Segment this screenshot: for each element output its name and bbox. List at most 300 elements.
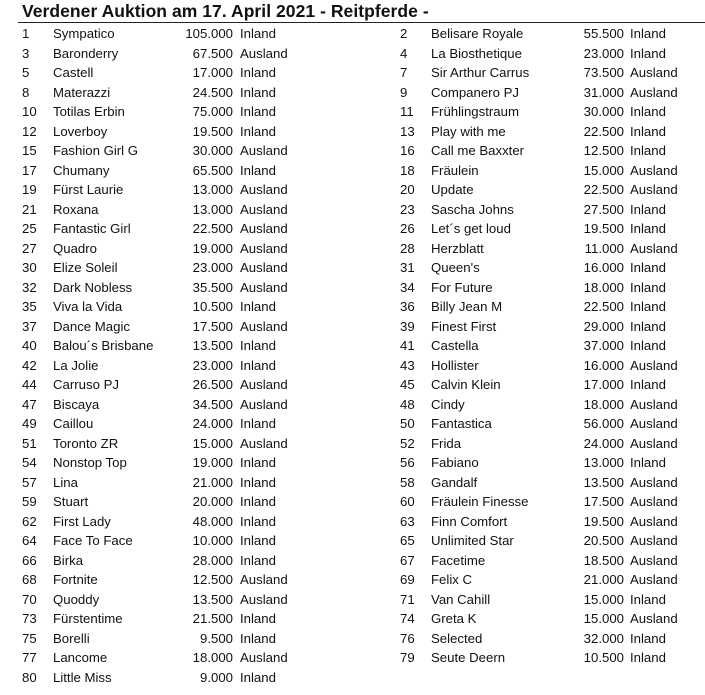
horse-name: Fürst Laurie xyxy=(53,182,124,197)
list-item xyxy=(378,648,705,668)
buyer-origin: Ausland xyxy=(630,65,678,80)
list-item xyxy=(378,629,705,649)
buyer-origin: Ausland xyxy=(630,182,678,197)
buyer-origin: Ausland xyxy=(240,279,288,295)
sale-price: 20.500 xyxy=(583,533,624,548)
list-item xyxy=(0,180,330,200)
horse-name: Sascha Johns xyxy=(431,201,514,217)
sale-price: 15.000 xyxy=(583,162,624,178)
list-item xyxy=(0,590,330,610)
lot-number: 75 xyxy=(22,630,37,646)
horse-name: Fürstentime xyxy=(53,611,123,626)
sale-price: 13.500 xyxy=(192,338,233,353)
sale-price: 22.500 xyxy=(583,123,624,139)
buyer-origin: Inland xyxy=(240,162,276,178)
lot-number: 71 xyxy=(400,591,415,607)
lot-number: 17 xyxy=(22,162,37,178)
list-item xyxy=(0,44,330,64)
buyer-origin: Ausland xyxy=(240,240,288,256)
list-item xyxy=(0,122,330,142)
horse-name: Companero PJ xyxy=(431,84,519,100)
buyer-origin: Ausland xyxy=(630,84,678,100)
lot-number: 68 xyxy=(22,572,37,587)
sale-price: 12.500 xyxy=(583,143,624,158)
sale-price: 24.500 xyxy=(192,84,233,100)
buyer-origin: Ausland xyxy=(630,572,678,587)
horse-name: Totilas Erbin xyxy=(53,104,125,119)
horse-name: Baronderry xyxy=(53,45,119,61)
lot-number: 69 xyxy=(400,572,415,587)
lot-number: 13 xyxy=(400,123,415,139)
sale-price: 21.000 xyxy=(583,572,624,587)
sale-price: 13.500 xyxy=(192,591,233,607)
sale-price: 12.500 xyxy=(192,572,233,587)
sale-price: 24.000 xyxy=(583,435,624,451)
sale-price: 105.000 xyxy=(185,26,233,41)
horse-name: Fantastic Girl xyxy=(53,221,131,236)
sale-price: 19.500 xyxy=(583,513,624,529)
horse-name: Call me Baxxter xyxy=(431,143,525,158)
buyer-origin: Ausland xyxy=(630,513,678,529)
list-item xyxy=(0,63,330,83)
lot-number: 5 xyxy=(22,65,30,80)
sale-price: 30.000 xyxy=(192,143,233,158)
lot-number: 26 xyxy=(400,221,415,236)
buyer-origin: Inland xyxy=(630,26,666,41)
horse-name: Selected xyxy=(431,630,483,646)
horse-name: Lancome xyxy=(53,650,108,665)
sale-price: 30.000 xyxy=(583,104,624,119)
sale-price: 16.000 xyxy=(583,357,624,373)
list-item xyxy=(0,512,330,532)
lot-number: 79 xyxy=(400,650,415,665)
buyer-origin: Inland xyxy=(630,591,666,607)
lot-number: 40 xyxy=(22,338,37,353)
buyer-origin: Ausland xyxy=(240,45,288,61)
lot-number: 58 xyxy=(400,474,415,490)
lot-number: 18 xyxy=(400,162,415,178)
list-item xyxy=(0,414,330,434)
lot-number: 45 xyxy=(400,377,415,392)
sale-price: 48.000 xyxy=(192,513,233,529)
sale-price: 67.500 xyxy=(192,45,233,61)
list-item xyxy=(378,473,705,493)
list-item xyxy=(378,297,705,317)
right-column xyxy=(378,24,705,668)
sale-price: 31.000 xyxy=(583,84,624,100)
sale-price: 13.500 xyxy=(583,474,624,490)
list-item xyxy=(378,512,705,532)
sale-price: 28.000 xyxy=(192,552,233,568)
sale-price: 35.500 xyxy=(192,279,233,295)
sale-price: 37.000 xyxy=(583,338,624,353)
lot-number: 42 xyxy=(22,357,37,373)
list-item xyxy=(378,258,705,278)
buyer-origin: Inland xyxy=(240,669,276,685)
sale-price: 18.500 xyxy=(583,552,624,568)
list-item xyxy=(378,395,705,415)
sale-price: 10.500 xyxy=(583,650,624,665)
sale-price: 19.000 xyxy=(192,455,233,470)
horse-name: Frühlingstraum xyxy=(431,104,519,119)
horse-name: Dark Nobless xyxy=(53,279,133,295)
lot-number: 50 xyxy=(400,416,415,431)
horse-name: Elize Soleil xyxy=(53,260,118,275)
lot-number: 34 xyxy=(400,279,415,295)
buyer-origin: Inland xyxy=(240,104,276,119)
list-item xyxy=(0,219,330,239)
horse-name: Fräulein Finesse xyxy=(431,494,529,509)
lot-number: 20 xyxy=(400,182,415,197)
horse-name: Borelli xyxy=(53,630,90,646)
horse-name: Nonstop Top xyxy=(53,455,127,470)
buyer-origin: Ausland xyxy=(240,201,288,217)
sale-price: 10.500 xyxy=(192,299,233,314)
buyer-origin: Ausland xyxy=(240,572,288,587)
lot-number: 27 xyxy=(22,240,37,256)
buyer-origin: Inland xyxy=(240,611,276,626)
lot-number: 37 xyxy=(22,318,37,334)
list-item xyxy=(0,629,330,649)
buyer-origin: Ausland xyxy=(630,357,678,373)
horse-name: La Biosthetique xyxy=(431,45,522,61)
list-item xyxy=(378,141,705,161)
buyer-origin: Ausland xyxy=(240,221,288,236)
list-item xyxy=(0,102,330,122)
horse-name: Seute Deern xyxy=(431,650,506,665)
list-item xyxy=(378,414,705,434)
buyer-origin: Ausland xyxy=(240,377,288,392)
lot-number: 48 xyxy=(400,396,415,412)
lot-number: 28 xyxy=(400,240,415,256)
sale-price: 27.500 xyxy=(583,201,624,217)
horse-name: Castell xyxy=(53,65,94,80)
horse-name: Frida xyxy=(431,435,462,451)
buyer-origin: Inland xyxy=(240,357,276,373)
list-item xyxy=(378,609,705,629)
horse-name: Update xyxy=(431,182,474,197)
buyer-origin: Inland xyxy=(630,377,666,392)
lot-number: 77 xyxy=(22,650,37,665)
horse-name: Viva la Vida xyxy=(53,299,123,314)
list-item xyxy=(378,44,705,64)
buyer-origin: Ausland xyxy=(630,396,678,412)
sale-price: 13.000 xyxy=(192,182,233,197)
buyer-origin: Ausland xyxy=(240,260,288,275)
sale-price: 55.500 xyxy=(583,26,624,41)
list-item xyxy=(0,609,330,629)
sale-price: 73.500 xyxy=(583,65,624,80)
buyer-origin: Inland xyxy=(630,338,666,353)
list-item xyxy=(378,122,705,142)
buyer-origin: Ausland xyxy=(240,591,288,607)
list-item xyxy=(0,570,330,590)
horse-name: Fräulein xyxy=(431,162,479,178)
buyer-origin: Inland xyxy=(630,455,666,470)
list-item xyxy=(0,492,330,512)
buyer-origin: Inland xyxy=(240,338,276,353)
list-item xyxy=(0,434,330,454)
list-item xyxy=(0,200,330,220)
horse-name: Face To Face xyxy=(53,533,133,548)
list-item xyxy=(378,83,705,103)
lot-number: 43 xyxy=(400,357,415,373)
horse-name: Toronto ZR xyxy=(53,435,119,451)
horse-name: Lina xyxy=(53,474,78,490)
buyer-origin: Ausland xyxy=(630,533,678,548)
horse-name: Biscaya xyxy=(53,396,100,412)
buyer-origin: Inland xyxy=(240,416,276,431)
sale-price: 11.000 xyxy=(584,240,624,256)
horse-name: Finn Comfort xyxy=(431,513,508,529)
horse-name: Cindy xyxy=(431,396,465,412)
list-item xyxy=(378,219,705,239)
lot-number: 76 xyxy=(400,630,415,646)
sale-price: 18.000 xyxy=(583,396,624,412)
horse-name: For Future xyxy=(431,279,493,295)
list-item xyxy=(0,161,330,181)
horse-name: La Jolie xyxy=(53,357,99,373)
lot-number: 60 xyxy=(400,494,415,509)
lot-number: 3 xyxy=(22,45,30,61)
sale-price: 21.000 xyxy=(192,474,233,490)
lot-number: 36 xyxy=(400,299,415,314)
list-item xyxy=(0,375,330,395)
list-item xyxy=(0,453,330,473)
horse-name: Dance Magic xyxy=(53,318,130,334)
list-item xyxy=(378,317,705,337)
lot-number: 39 xyxy=(400,318,415,334)
buyer-origin: Ausland xyxy=(630,611,678,626)
horse-name: Herzblatt xyxy=(431,240,484,256)
buyer-origin: Ausland xyxy=(240,182,288,197)
horse-name: Fortnite xyxy=(53,572,98,587)
sale-price: 22.500 xyxy=(192,221,233,236)
sale-price: 17.500 xyxy=(192,318,233,334)
list-item xyxy=(378,102,705,122)
list-item xyxy=(378,356,705,376)
lot-number: 66 xyxy=(22,552,37,568)
lot-number: 64 xyxy=(22,533,37,548)
buyer-origin: Inland xyxy=(630,143,666,158)
buyer-origin: Inland xyxy=(630,104,666,119)
sale-price: 22.500 xyxy=(583,182,624,197)
lot-number: 9 xyxy=(400,84,408,100)
lot-number: 54 xyxy=(22,455,37,470)
horse-name: Chumany xyxy=(53,162,110,178)
list-item xyxy=(0,395,330,415)
sale-price: 75.000 xyxy=(192,104,233,119)
buyer-origin: Inland xyxy=(240,533,276,548)
horse-name: Materazzi xyxy=(53,84,111,100)
list-item xyxy=(0,258,330,278)
sale-price: 18.000 xyxy=(192,650,233,665)
sale-price: 15.000 xyxy=(583,611,624,626)
buyer-origin: Inland xyxy=(630,45,666,61)
lot-number: 35 xyxy=(22,299,37,314)
sale-price: 34.500 xyxy=(192,396,233,412)
horse-name: Little Miss xyxy=(53,669,112,685)
lot-number: 10 xyxy=(22,104,37,119)
list-item xyxy=(378,570,705,590)
buyer-origin: Ausland xyxy=(240,143,288,158)
lot-number: 67 xyxy=(400,552,415,568)
lot-number: 49 xyxy=(22,416,37,431)
horse-name: Let´s get loud xyxy=(431,221,511,236)
list-item xyxy=(378,63,705,83)
list-item xyxy=(0,336,330,356)
horse-name: Roxana xyxy=(53,201,99,217)
buyer-origin: Inland xyxy=(630,318,666,334)
horse-name: Billy Jean M xyxy=(431,299,503,314)
sale-price: 23.000 xyxy=(192,260,233,275)
lot-number: 25 xyxy=(22,221,37,236)
lot-number: 1 xyxy=(22,26,30,41)
buyer-origin: Inland xyxy=(630,260,666,275)
buyer-origin: Inland xyxy=(630,650,666,665)
horse-name: Play with me xyxy=(431,123,506,139)
horse-name: Quadro xyxy=(53,240,97,256)
horse-name: Unlimited Star xyxy=(431,533,514,548)
sale-price: 17.000 xyxy=(583,377,624,392)
sale-price: 10.000 xyxy=(192,533,233,548)
sale-price: 22.500 xyxy=(583,299,624,314)
buyer-origin: Ausland xyxy=(630,435,678,451)
buyer-origin: Ausland xyxy=(240,318,288,334)
horse-name: Felix C xyxy=(431,572,473,587)
buyer-origin: Inland xyxy=(240,552,276,568)
sale-price: 15.000 xyxy=(192,435,233,451)
sale-price: 24.000 xyxy=(192,416,233,431)
list-item xyxy=(378,200,705,220)
list-item xyxy=(0,278,330,298)
sale-price: 26.500 xyxy=(192,377,233,392)
buyer-origin: Inland xyxy=(630,299,666,314)
lot-number: 59 xyxy=(22,494,37,509)
lot-number: 47 xyxy=(22,396,37,412)
buyer-origin: Ausland xyxy=(240,435,288,451)
sale-price: 18.000 xyxy=(583,279,624,295)
horse-name: Caillou xyxy=(53,416,94,431)
list-item xyxy=(378,434,705,454)
lot-number: 51 xyxy=(22,435,37,451)
buyer-origin: Inland xyxy=(240,455,276,470)
buyer-origin: Inland xyxy=(240,474,276,490)
buyer-origin: Ausland xyxy=(630,474,678,490)
list-item xyxy=(378,375,705,395)
horse-name: Fantastica xyxy=(431,416,492,431)
list-item xyxy=(378,239,705,259)
list-item xyxy=(378,551,705,571)
buyer-origin: Inland xyxy=(240,299,276,314)
list-item xyxy=(378,336,705,356)
buyer-origin: Inland xyxy=(240,513,276,529)
lot-number: 23 xyxy=(400,201,415,217)
lot-number: 11 xyxy=(400,104,414,119)
buyer-origin: Inland xyxy=(630,279,666,295)
buyer-origin: Inland xyxy=(630,123,666,139)
sale-price: 9.000 xyxy=(199,669,233,685)
lot-number: 32 xyxy=(22,279,37,295)
list-item xyxy=(378,180,705,200)
horse-name: Fashion Girl G xyxy=(53,143,139,158)
horse-name: Queen's xyxy=(431,260,480,275)
lot-number: 16 xyxy=(400,143,415,158)
lot-number: 31 xyxy=(400,260,415,275)
list-item xyxy=(378,453,705,473)
horse-name: Birka xyxy=(53,552,84,568)
lot-number: 52 xyxy=(400,435,415,451)
horse-name: Stuart xyxy=(53,494,89,509)
horse-name: Carruso PJ xyxy=(53,377,119,392)
lot-number: 4 xyxy=(400,45,408,61)
sale-price: 19.000 xyxy=(192,240,233,256)
horse-name: Belisare Royale xyxy=(431,26,524,41)
list-item xyxy=(378,161,705,181)
horse-name: Van Cahill xyxy=(431,591,491,607)
list-item xyxy=(0,297,330,317)
sale-price: 17.500 xyxy=(583,494,624,509)
title-divider xyxy=(18,22,705,23)
horse-name: Hollister xyxy=(431,357,479,373)
sale-price: 29.000 xyxy=(583,318,624,334)
horse-name: Fabiano xyxy=(431,455,479,470)
list-item xyxy=(0,531,330,551)
list-item xyxy=(0,648,330,668)
horse-name: Castella xyxy=(431,338,479,353)
left-column xyxy=(0,24,330,687)
buyer-origin: Ausland xyxy=(630,240,678,256)
buyer-origin: Inland xyxy=(630,630,666,646)
lot-number: 70 xyxy=(22,591,37,607)
sale-price: 21.500 xyxy=(192,611,233,626)
lot-number: 2 xyxy=(400,26,408,41)
list-item xyxy=(0,473,330,493)
horse-name: Calvin Klein xyxy=(431,377,501,392)
list-item xyxy=(0,317,330,337)
lot-number: 41 xyxy=(400,338,415,353)
lot-number: 80 xyxy=(22,669,37,685)
sale-price: 56.000 xyxy=(583,416,624,431)
buyer-origin: Ausland xyxy=(630,494,678,509)
sale-price: 16.000 xyxy=(583,260,624,275)
sale-price: 20.000 xyxy=(192,494,233,509)
buyer-origin: Inland xyxy=(240,494,276,509)
buyer-origin: Inland xyxy=(240,65,276,80)
buyer-origin: Ausland xyxy=(240,650,288,665)
lot-number: 57 xyxy=(22,474,37,490)
horse-name: Sympatico xyxy=(53,26,115,41)
list-item xyxy=(0,668,330,688)
sale-price: 13.000 xyxy=(192,201,233,217)
buyer-origin: Inland xyxy=(630,221,666,236)
sale-price: 23.000 xyxy=(192,357,233,373)
lot-number: 44 xyxy=(22,377,37,392)
buyer-origin: Inland xyxy=(240,84,276,100)
buyer-origin: Ausland xyxy=(630,552,678,568)
horse-name: Loverboy xyxy=(53,123,108,139)
lot-number: 62 xyxy=(22,513,37,529)
horse-name: Quoddy xyxy=(53,591,100,607)
lot-number: 12 xyxy=(22,123,37,139)
list-item xyxy=(0,356,330,376)
buyer-origin: Inland xyxy=(240,26,276,41)
list-item xyxy=(378,278,705,298)
buyer-origin: Ausland xyxy=(240,396,288,412)
lot-number: 21 xyxy=(22,201,37,217)
horse-name: Facetime xyxy=(431,552,486,568)
list-item xyxy=(0,24,330,44)
